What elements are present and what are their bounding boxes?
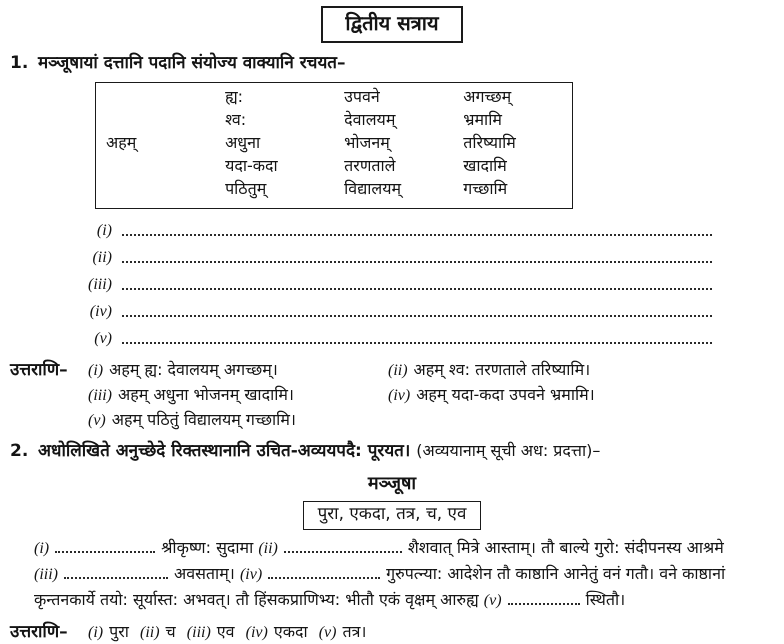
question-2-heading — [38, 441, 600, 462]
matrix-cell: श्व: — [225, 110, 247, 130]
dotted-blank — [508, 597, 580, 605]
matrix-cell — [106, 179, 225, 202]
matrix-cell — [106, 156, 225, 179]
answer-item — [388, 360, 595, 381]
word-matrix-grid — [106, 87, 564, 202]
answer-number: (ii) — [388, 362, 408, 380]
manjusha-word-box: पुरा, एकदा, तत्र, च, एव — [303, 501, 482, 530]
answer-text: अहम् पठितुं विद्यालयम् गच्छामि। — [111, 410, 296, 430]
answer-text: अहम् श्व: तरणताले तरिष्यामि। — [413, 360, 591, 380]
paragraph-text: स्थितौ। — [585, 590, 626, 610]
blank-line — [40, 325, 776, 352]
answer-number: (ii) — [139, 624, 160, 642]
answer-text: तत्र। — [342, 622, 367, 642]
matrix-cell: तरिष्यामि — [463, 133, 516, 153]
blank-line — [40, 244, 776, 271]
matrix-cell — [106, 87, 225, 110]
answer-text: एकदा — [273, 622, 308, 642]
matrix-cell: ह्य: — [225, 87, 244, 107]
dotted-blank — [284, 545, 402, 553]
blank-line — [40, 271, 776, 298]
answer-item — [88, 410, 388, 431]
question-1-heading-row — [8, 53, 776, 74]
blank-number: (i) — [34, 540, 50, 558]
paragraph-text: श्रीकृष्ण: सुदामा — [161, 538, 254, 558]
matrix-cell: पठितुम् — [225, 179, 267, 199]
matrix-cell: देवालयम् — [344, 110, 396, 130]
word-box-wrap — [8, 501, 776, 530]
answer-text: च — [165, 622, 176, 642]
fill-in-paragraph — [34, 538, 782, 616]
answers-label: उत्तराणि– — [10, 360, 68, 381]
question-2-number: 2. — [10, 441, 29, 462]
dotted-fill-line — [122, 307, 712, 317]
blank-line-number: (iii) — [88, 275, 112, 293]
answer-number: (iv) — [388, 387, 411, 405]
blank-line-number: (ii) — [92, 248, 112, 266]
title-section — [8, 6, 776, 43]
answers-label: उत्तराणि– — [10, 622, 68, 643]
blank-line-number: (i) — [96, 221, 112, 239]
answer-item — [88, 360, 388, 381]
dotted-blank — [55, 545, 155, 553]
paragraph-line — [34, 590, 782, 616]
answer-number: (iii) — [88, 387, 112, 405]
blank-number: (v) — [483, 592, 502, 610]
blank-number: (ii) — [258, 540, 278, 558]
paragraph-text: अवसताम्। — [174, 564, 235, 584]
question-2-heading-bold: अधोलिखिते अनुच्छेदे रिक्तस्थानानि उचित-अव्ययपदै: पूरयत। — [38, 441, 411, 462]
matrix-cell: अगच्छम् — [463, 87, 512, 107]
dotted-blank — [64, 571, 168, 579]
paragraph-text: कृन्तनकार्ये तयो: सूर्यास्त: अभवत्। तौ हिंसकप्राणिभ्य: भीतौ एकं वृक्षम् आरुह्य — [34, 590, 479, 610]
blank-answer-lines — [40, 217, 776, 352]
matrix-cell — [106, 110, 225, 133]
blank-number: (iii) — [34, 566, 58, 584]
answer-text: अहम् ह्य: देवालयम् अगच्छम्। — [109, 360, 278, 380]
answer-text: एव — [216, 622, 235, 642]
blank-line-number: (v) — [94, 329, 112, 347]
matrix-cell: भ्रमामि — [463, 110, 502, 130]
blank-number: (iv) — [239, 566, 263, 584]
page-title: द्वितीय सत्राय — [321, 6, 462, 43]
question-1-answers — [8, 360, 776, 431]
question-1-number: 1. — [10, 53, 29, 73]
dotted-fill-line — [122, 253, 712, 263]
dotted-blank — [268, 571, 380, 579]
question-1-heading: मञ्जूषायां दत्तानि पदानि संयोज्य वाक्यानि रचयत– — [38, 53, 346, 73]
answer-text: पुरा — [109, 622, 129, 642]
matrix-cell: उपवने — [344, 87, 380, 107]
matrix-cell: विद्यालयम् — [344, 179, 402, 199]
paragraph-line — [34, 564, 782, 590]
question-2-heading-row — [8, 441, 776, 462]
dotted-fill-line — [122, 280, 712, 290]
answer-number: (i) — [88, 624, 104, 642]
answer-text: अहम् अधुना भोजनम् खादामि। — [118, 385, 294, 405]
answer-number: (iii) — [186, 624, 211, 642]
dotted-fill-line — [122, 334, 712, 344]
answer-item — [88, 385, 388, 406]
matrix-cell: भोजनम् — [344, 133, 390, 153]
answer-number: (iv) — [245, 624, 268, 642]
matrix-cell: अधुना — [225, 133, 261, 153]
word-matrix-box — [95, 82, 573, 209]
blank-line — [40, 298, 776, 325]
answers-grid — [88, 360, 595, 431]
question-2-heading-note: (अव्ययानाम् सूची अध: प्रदत्ता)– — [416, 441, 601, 461]
matrix-cell: खादामि — [463, 156, 507, 176]
paragraph-line — [34, 538, 782, 564]
dotted-fill-line — [122, 226, 712, 236]
answers-line — [88, 622, 367, 643]
answer-number: (v) — [88, 412, 106, 430]
question-2-answers — [8, 622, 776, 643]
blank-line — [40, 217, 776, 244]
answer-number: (v) — [318, 624, 337, 642]
manjusha-heading: मञ्जूषा — [367, 472, 417, 494]
answer-number: (i) — [88, 362, 104, 380]
answer-text: अहम् यदा-कदा उपवने भ्रमामि। — [416, 385, 595, 405]
paragraph-text: गुरुपत्न्या: आदेशेन तौ काष्ठानि आनेतुं वनं गतौ। वने काष्ठानां — [386, 564, 726, 584]
paragraph-text: शैशवात् मित्रे आस्ताम्। तौ बाल्ये गुरो: संदीपनस्य आश्रमे — [407, 538, 724, 558]
matrix-cell: यदा-कदा — [225, 156, 278, 176]
blank-line-number: (iv) — [89, 302, 112, 320]
matrix-cell: अहम् — [106, 133, 137, 153]
answer-item — [388, 385, 595, 406]
matrix-cell: गच्छामि — [463, 179, 508, 199]
matrix-cell: तरणताले — [344, 156, 396, 176]
